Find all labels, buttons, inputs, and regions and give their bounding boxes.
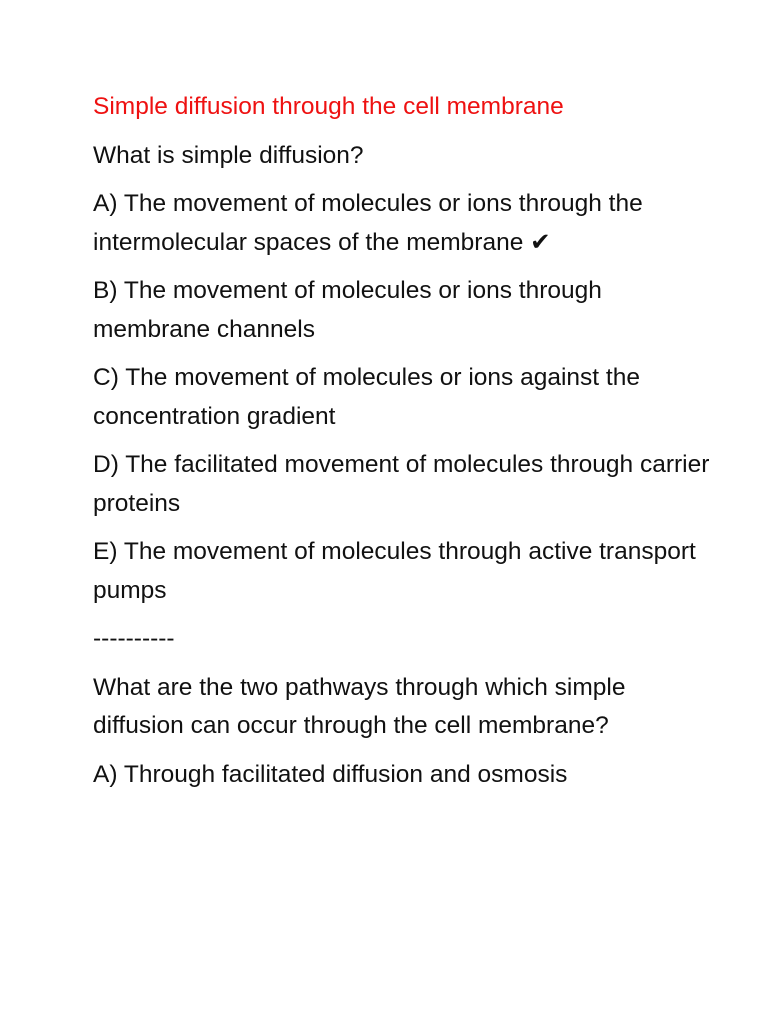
question-1-option-b: B) The movement of molecules or ions through membrane channels [93, 277, 602, 343]
question-2-option-a: A) Through facilitated diffusion and osmosis [93, 760, 568, 788]
section-divider: ---------- [93, 625, 175, 652]
question-1-text: What is simple diffusion? [93, 141, 364, 169]
document-title: Simple diffusion through the cell membrane [93, 93, 564, 120]
question-1-option-e: E) The movement of molecules through active transport pumps [93, 538, 696, 604]
question-1-option-a: A) The movement of molecules or ions through the intermolecular spaces of the membrane ✔ [93, 190, 643, 256]
question-1-option-c: C) The movement of molecules or ions against the concentration gradient [93, 364, 640, 430]
document-page [93, 88, 713, 804]
question-2-text: What are the two pathways through which simple diffusion can occur through the cell membrane? [93, 673, 626, 739]
question-1-option-d: D) The facilitated movement of molecules through carrier proteins [93, 451, 710, 517]
